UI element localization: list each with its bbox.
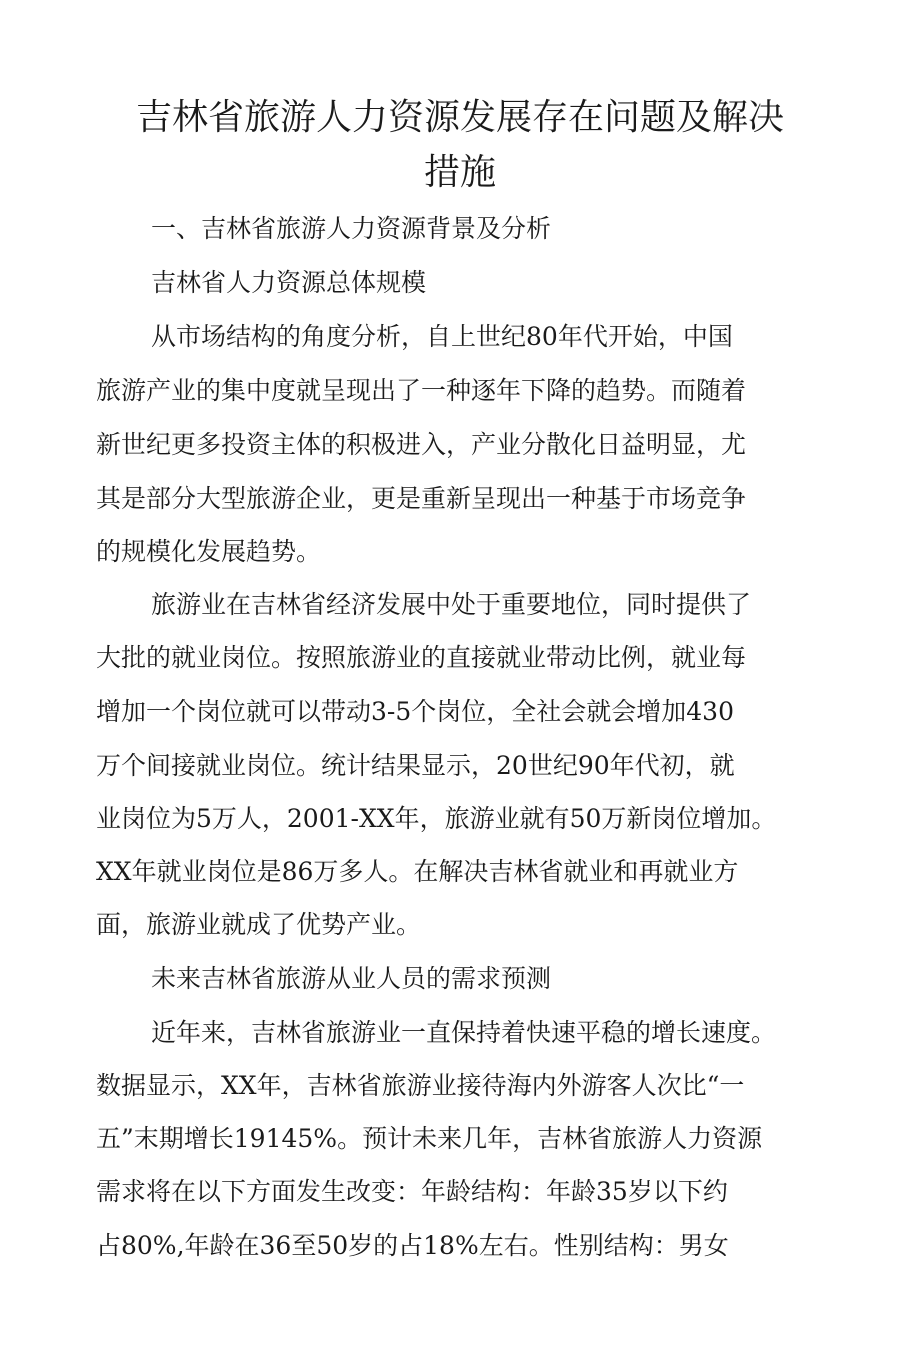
paragraph-line: 新世纪更多投资主体的积极进入，产业分散化日益明显，尤 (96, 430, 747, 459)
subheading-overall-scale: 吉林省人力资源总体规模 (151, 268, 427, 297)
paragraph-line: 大批的就业岗位。按照旅游业的直接就业带动比例，就业每 (96, 643, 747, 672)
paragraph-line: 需求将在以下方面发生改变：年龄结构：年龄35岁以下约 (96, 1177, 728, 1206)
paragraph-line: XX年就业岗位是86万多人。在解决吉林省就业和再就业方 (96, 857, 739, 886)
paragraph-line: 五”末期增长19145%。预计未来几年，吉林省旅游人力资源 (96, 1124, 763, 1153)
document-title-line-1: 吉林省旅游人力资源发展存在问题及解决 (135, 97, 784, 138)
section-heading-1: 一、吉林省旅游人力资源背景及分析 (151, 214, 552, 243)
paragraph-line: 增加一个岗位就可以带动3-5个岗位，全社会就会增加430 (96, 697, 734, 726)
paragraph-line: 占80%,年龄在36至50岁的占18%左右。性别结构：男女 (96, 1231, 729, 1260)
paragraph-line: 其是部分大型旅游企业，更是重新呈现出一种基于市场竞争 (96, 484, 747, 513)
paragraph-line: 万个间接就业岗位。统计结果显示，20世纪90年代初，就 (96, 751, 735, 780)
paragraph-line: 的规模化发展趋势。 (96, 537, 322, 566)
paragraph-line: 旅游产业的集中度就呈现出了一种逐年下降的趋势。而随着 (96, 376, 747, 405)
paragraph-line: 旅游业在吉林省经济发展中处于重要地位，同时提供了 (151, 590, 752, 619)
paragraph-line: 从市场结构的角度分析，自上世纪80年代开始，中国 (151, 322, 733, 351)
paragraph-line: 面，旅游业就成了优势产业。 (96, 910, 422, 939)
paragraph-line: 数据显示，XX年，吉林省旅游业接待海内外游客人次比“一 (96, 1071, 745, 1100)
paragraph-line: 业岗位为5万人，2001-XX年，旅游业就有50万新岗位增加。 (96, 804, 777, 833)
document-title-line-2: 措施 (423, 152, 496, 193)
paragraph-line: 近年来，吉林省旅游业一直保持着快速平稳的增长速度。 (151, 1018, 777, 1047)
subheading-demand-forecast: 未来吉林省旅游从业人员的需求预测 (151, 964, 552, 993)
